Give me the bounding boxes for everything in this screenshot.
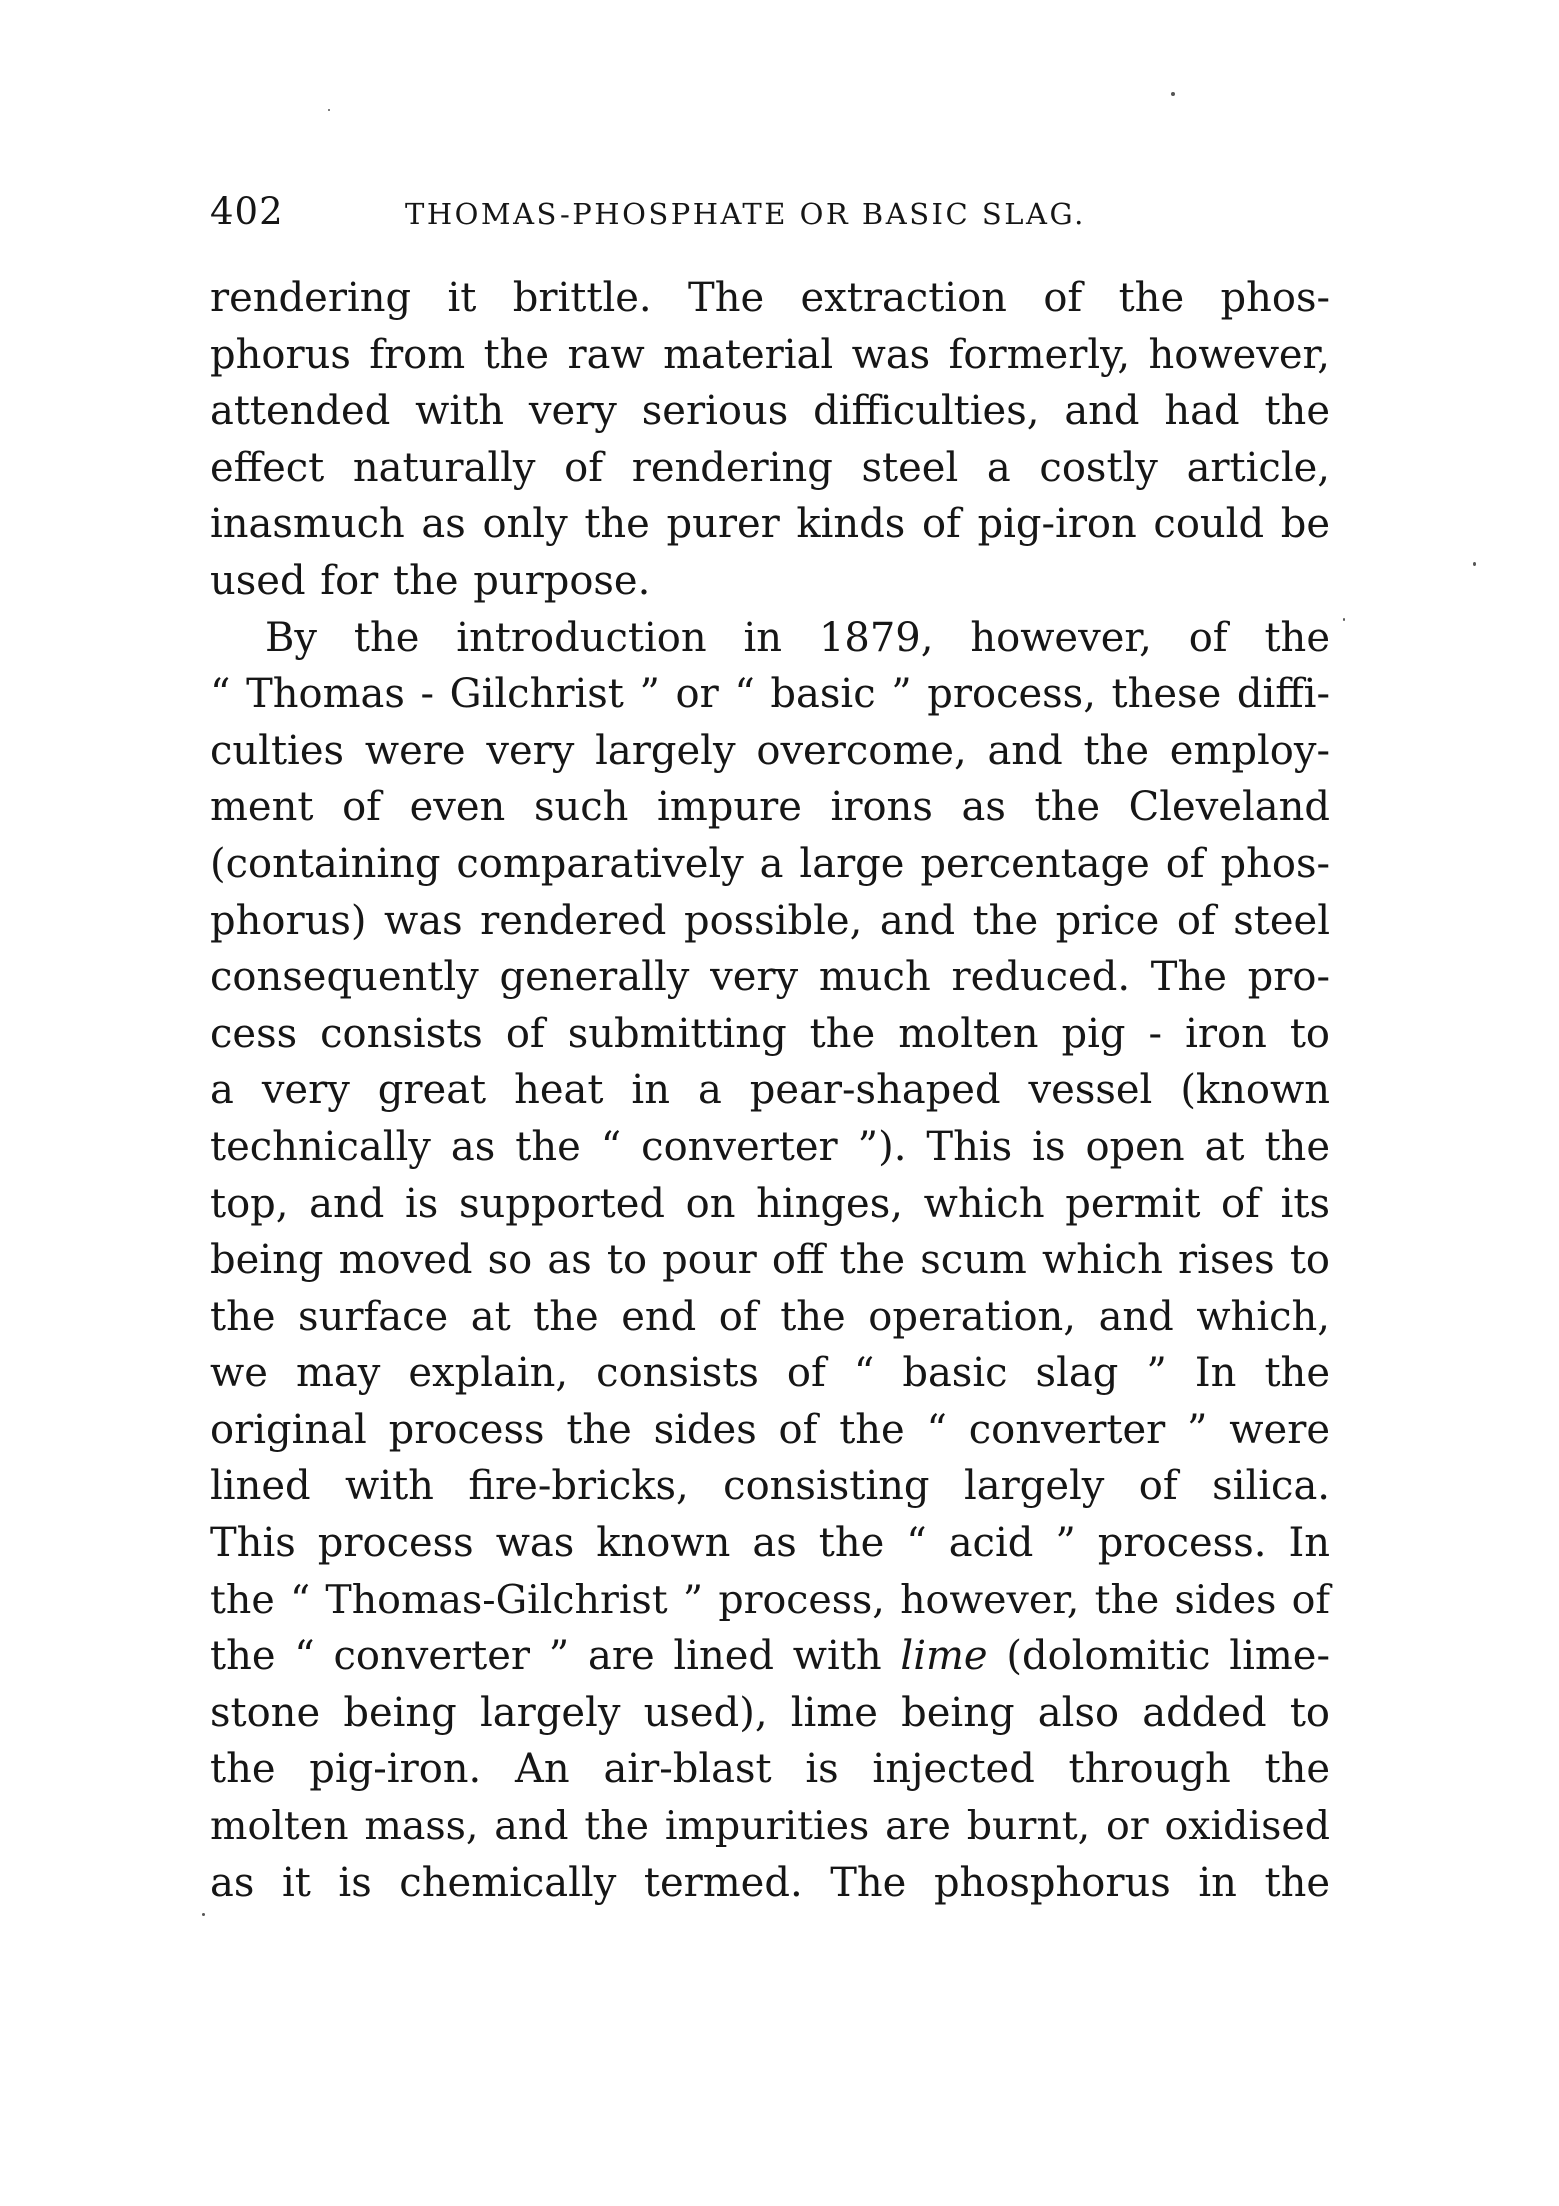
text-line: (containing comparatively a large percentage of phos- [210,840,1330,887]
running-head: THOMAS-PHOSPHATE OR BASIC SLAG. [405,197,1086,231]
text-line: a very great heat in a pear-shaped vessel (known [210,1067,1330,1114]
text-line: attended with very serious difficulties, and had the [210,388,1330,435]
text-line: inasmuch as only the purer kinds of pig-iron could be [210,501,1330,548]
print-speck [1473,562,1476,566]
text-line: This process was known as the “ acid ” process. In [210,1520,1330,1567]
text-line: top, and is supported on hinges, which permit of its [210,1180,1330,1227]
text-line: original process the sides of the “ converter ” were [210,1406,1330,1453]
print-speck [328,109,330,111]
text-line: culties were very largely overcome, and the employ- [210,727,1330,774]
print-speck [1171,92,1175,96]
text-line: being moved so as to pour off the scum which rises to [210,1237,1330,1284]
text-line: as it is chemically termed. The phosphorus in the [210,1859,1330,1906]
text-line: effect naturally of rendering steel a costly article, [210,444,1330,491]
text-line: technically as the “ converter ”). This is open at the [210,1123,1330,1170]
text-line: cess consists of submitting the molten pig - iron to [210,1010,1330,1057]
text-line: the pig-iron. An air-blast is injected through the [210,1746,1330,1793]
text-segment: the “ converter ” are lined with [210,1633,882,1680]
text-line: the surface at the end of the operation, and which, [210,1293,1330,1340]
page-number: 402 [210,190,284,233]
text-line: we may explain, consists of “ basic slag ” In the [210,1350,1330,1397]
text-line: rendering it brittle. The extraction of the phos- [210,275,1330,321]
text-line: By the introduction in 1879, however, of the [265,614,1330,661]
text-line: molten mass, and the impurities are burnt, or oxidised [210,1803,1330,1850]
text-line: stone being largely used), lime being also added to [210,1689,1330,1736]
text-line: lined with fire-bricks, consisting largely of silica. [210,1463,1330,1510]
text-line: “ Thomas - Gilchrist ” or “ basic ” process, these diffi- [210,671,1330,718]
text-line: phorus from the raw material was formerly, however, [210,331,1330,378]
text-line: the “ Thomas-Gilchrist ” process, however, the sides of [210,1576,1330,1623]
body-text [210,270,1330,1911]
print-speck [1343,618,1345,621]
text-line: used for the purpose. [210,557,651,604]
italic-word: lime [900,1633,988,1680]
page-header [210,190,1330,240]
text-line: consequently generally very much reduced. The pro- [210,954,1330,1001]
text-line: ment of even such impure irons as the Cleveland [210,784,1330,831]
text-line-mixed [210,1628,1330,1685]
text-line: phorus) was rendered possible, and the price of steel [210,897,1330,944]
print-speck [202,1913,205,1916]
text-segment: (dolomitic lime- [1006,1633,1330,1680]
